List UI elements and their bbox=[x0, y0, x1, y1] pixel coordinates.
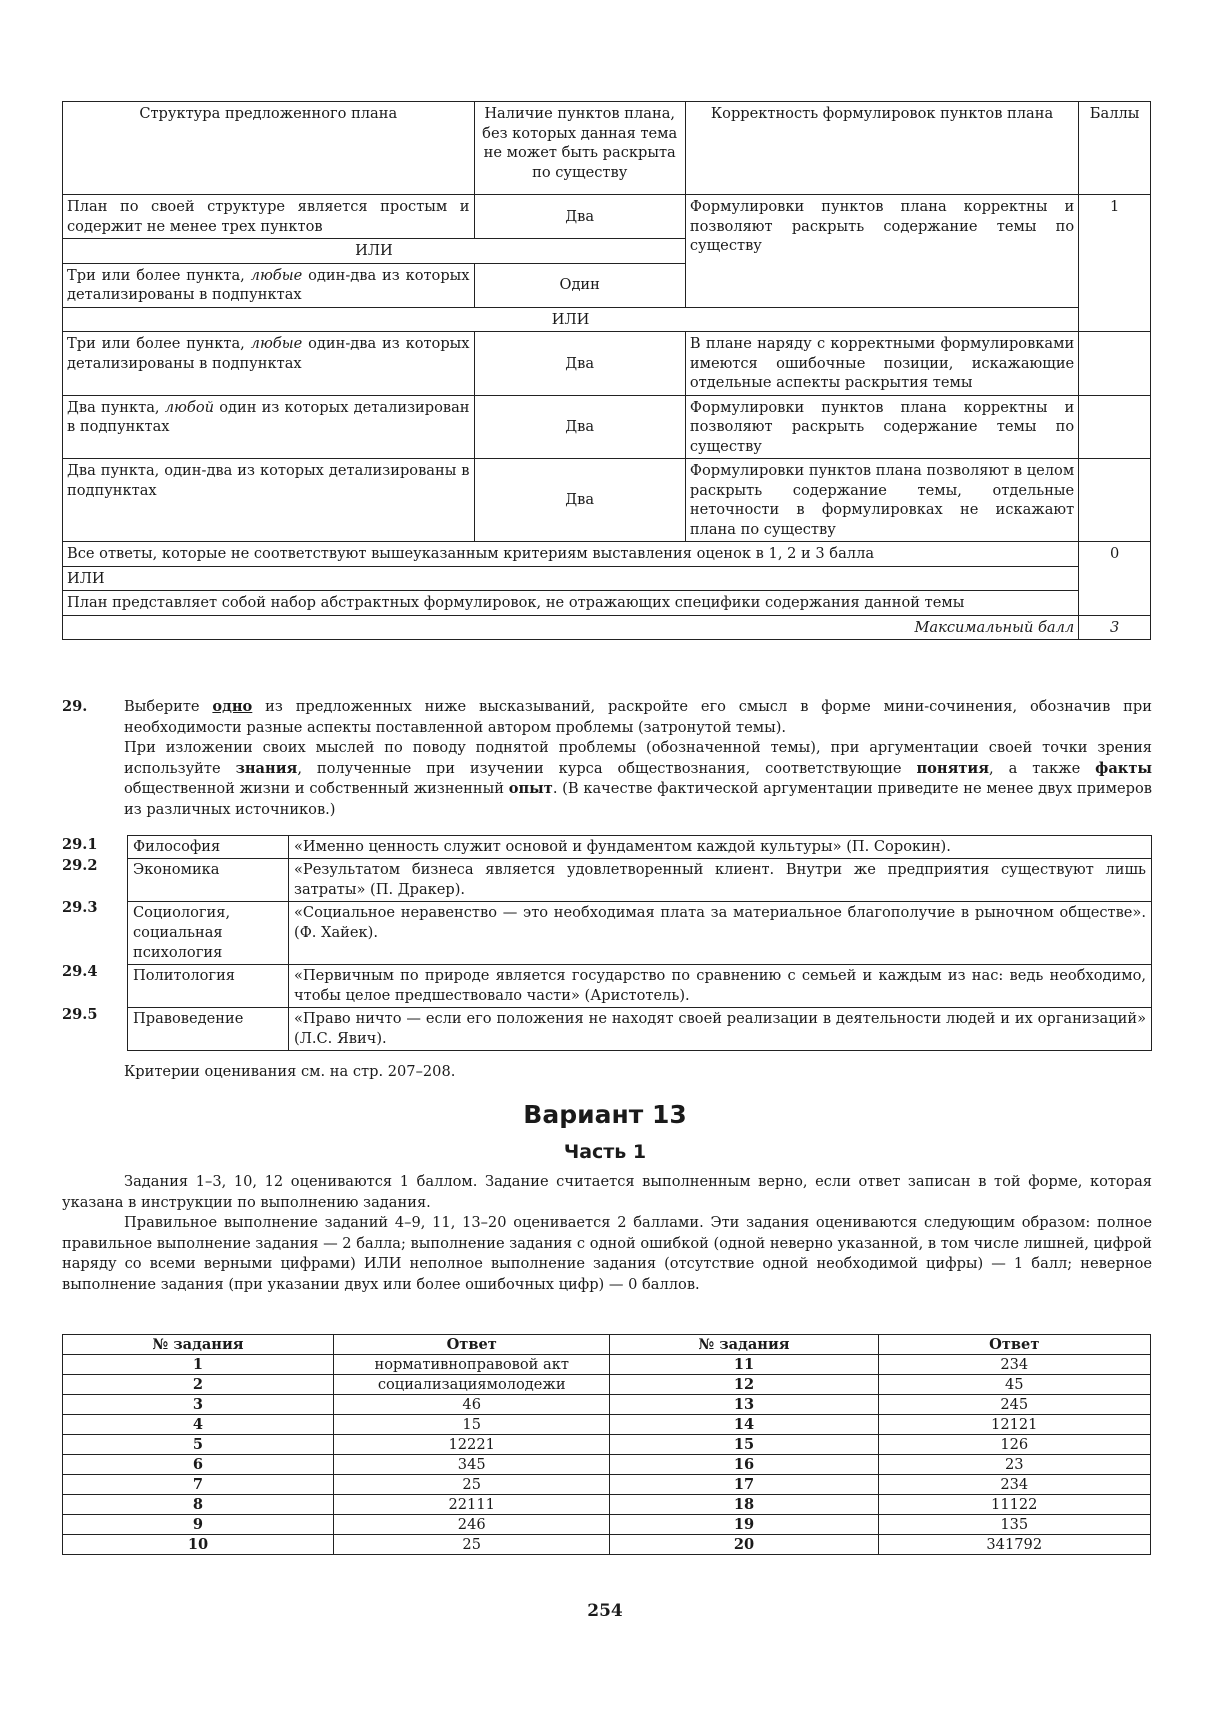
points-cell: 1 bbox=[1079, 195, 1151, 332]
points-cell-empty bbox=[1079, 459, 1151, 542]
answer-value: 15 bbox=[333, 1415, 609, 1435]
structure-cell bbox=[63, 332, 475, 396]
text: один-два из которых детализированы в подпунктах bbox=[67, 266, 470, 303]
answer-value: 135 bbox=[878, 1515, 1150, 1535]
quote-number: 29.4 bbox=[62, 963, 98, 980]
text-bold: факты bbox=[1095, 759, 1152, 777]
text: один-два из которых детализированы в подпунктах bbox=[67, 335, 470, 372]
plan-criteria-table bbox=[62, 101, 1151, 640]
text-bold: опыт bbox=[508, 780, 553, 797]
task-number: 3 bbox=[63, 1395, 334, 1415]
header-answer: Ответ bbox=[333, 1335, 609, 1355]
answer-value: 245 bbox=[878, 1395, 1150, 1415]
quote-subject: Экономика bbox=[128, 859, 289, 902]
header-task-number: № задания bbox=[63, 1335, 334, 1355]
header-answer: Ответ bbox=[878, 1335, 1150, 1355]
header-points: Баллы bbox=[1079, 102, 1151, 195]
text: , полученные при изучении курса обществознания, соответствующие bbox=[297, 759, 917, 777]
correctness-cell: В плане наряду с корректными формулировками имеются ошибочные позиции, искажающие отдельные аспекты раскрытия темы bbox=[685, 332, 1078, 396]
zero-criteria-text: План представляет собой набор абстрактных формулировок, не отражающих специфики содержания данной темы bbox=[63, 591, 1079, 616]
part-title: Часть 1 bbox=[563, 1141, 647, 1163]
answer-row bbox=[63, 1395, 1151, 1415]
quote-text: «Результатом бизнеса является удовлетворенный клиент. Внутри же предприятия существуют лишь затраты» (П. Дракер). bbox=[289, 859, 1152, 902]
task-number: 7 bbox=[63, 1475, 334, 1495]
text-italic: любые bbox=[250, 335, 303, 352]
task-number: 17 bbox=[610, 1475, 878, 1495]
criteria-row bbox=[63, 332, 1151, 396]
header-structure: Структура предложенного плана bbox=[63, 102, 475, 195]
quote-subject: Политология bbox=[128, 965, 289, 1008]
answer-value: 25 bbox=[333, 1475, 609, 1495]
answer-value: 11122 bbox=[878, 1495, 1150, 1515]
criteria-reference: Критерии оценивания см. на стр. 207–208. bbox=[124, 1063, 456, 1080]
header-required-items: Наличие пунктов плана, без которых данная тема не может быть раскрыта по существу bbox=[474, 102, 685, 195]
answer-row bbox=[63, 1515, 1151, 1535]
or-row bbox=[63, 307, 1151, 332]
structure-cell: План по своей структуре является простым и содержит не менее трех пунктов bbox=[63, 195, 475, 239]
required-cell: Два bbox=[474, 395, 685, 459]
points-cell-empty bbox=[1079, 332, 1151, 396]
task-number: 11 bbox=[610, 1355, 878, 1375]
criteria-row bbox=[63, 195, 1151, 239]
header-correctness: Корректность формулировок пунктов плана bbox=[685, 102, 1078, 195]
task-number: 15 bbox=[610, 1435, 878, 1455]
quote-row bbox=[128, 859, 1152, 902]
task-number: 29. bbox=[62, 698, 88, 715]
text-bold: понятия bbox=[916, 759, 990, 777]
zero-criteria-text: Все ответы, которые не соответствуют вышеуказанным критериям выставления оценок в 1, 2 и 3 балла bbox=[63, 542, 1079, 567]
task-number: 6 bbox=[63, 1455, 334, 1475]
required-cell: Один bbox=[474, 263, 685, 307]
task-number: 10 bbox=[63, 1535, 334, 1555]
answer-row bbox=[63, 1355, 1151, 1375]
text: из предложенных ниже высказываний, раскройте его смысл в форме мини-сочинения, обозначив при необходимости разные аспекты поставленной автором проблемы (затронутой темы). bbox=[124, 698, 1152, 736]
task-29 bbox=[62, 697, 1152, 820]
text-underlined: одно bbox=[212, 698, 253, 715]
answer-row bbox=[63, 1435, 1151, 1455]
structure-cell: Два пункта, один-два из которых детализированы в подпунктах bbox=[63, 459, 475, 542]
text: Три или более пункта, bbox=[67, 335, 251, 352]
text-italic: любые bbox=[250, 266, 303, 284]
task-number: 2 bbox=[63, 1375, 334, 1395]
max-score-value: 3 bbox=[1079, 615, 1151, 640]
task-29-instructions bbox=[124, 697, 1152, 820]
text: При изложении своих мыслей по поводу поднятой проблемы (обозначенной темы), при аргументации своей точки зрения используйте bbox=[124, 739, 1152, 777]
answer-value: 126 bbox=[878, 1435, 1150, 1455]
zero-row bbox=[63, 542, 1151, 567]
page-number: 254 bbox=[587, 1601, 623, 1621]
answer-value: социализациямолодежи bbox=[333, 1375, 609, 1395]
text: , а также bbox=[989, 759, 1096, 777]
text: Три или более пункта, bbox=[67, 266, 251, 284]
variant-title: Вариант 13 bbox=[523, 1100, 687, 1129]
zero-points-cell: 0 bbox=[1079, 542, 1151, 616]
text: один из которых детализирован в подпунктах bbox=[67, 398, 470, 435]
answer-value: 46 bbox=[333, 1395, 609, 1415]
quote-number: 29.3 bbox=[62, 899, 98, 916]
text-italic: любой bbox=[164, 398, 214, 416]
answer-value: 45 bbox=[878, 1375, 1150, 1395]
answer-value: 341792 bbox=[878, 1535, 1150, 1555]
quote-subject: Правоведение bbox=[128, 1008, 289, 1051]
text-bold: знания bbox=[235, 759, 298, 777]
task-number: 20 bbox=[610, 1535, 878, 1555]
answer-value: 234 bbox=[878, 1475, 1150, 1495]
required-cell: Два bbox=[474, 195, 685, 239]
instruction-paragraph bbox=[124, 738, 1152, 820]
scoring-intro bbox=[62, 1172, 1152, 1295]
task-number: 16 bbox=[610, 1455, 878, 1475]
quote-row bbox=[128, 836, 1152, 859]
text: общественной жизни и собственный жизненный bbox=[124, 780, 509, 797]
answer-row bbox=[63, 1475, 1151, 1495]
criteria-row bbox=[63, 459, 1151, 542]
task-number: 18 bbox=[610, 1495, 878, 1515]
answer-row bbox=[63, 1455, 1151, 1475]
answer-row bbox=[63, 1375, 1151, 1395]
answers-table bbox=[62, 1334, 1151, 1555]
answer-value: нормативноправовой акт bbox=[333, 1355, 609, 1375]
or-label: ИЛИ bbox=[63, 566, 1079, 591]
quote-text: «Именно ценность служит основой и фундаментом каждой культуры» (П. Сорокин). bbox=[289, 836, 1152, 859]
quote-subject: Социология, социальная психология bbox=[128, 902, 289, 965]
structure-cell bbox=[63, 263, 475, 307]
quote-number: 29.2 bbox=[62, 857, 98, 874]
or-label: ИЛИ bbox=[63, 307, 1079, 332]
quote-row bbox=[128, 1008, 1152, 1051]
task-number: 14 bbox=[610, 1415, 878, 1435]
quote-row bbox=[128, 902, 1152, 965]
required-cell: Два bbox=[474, 332, 685, 396]
answer-value: 22111 bbox=[333, 1495, 609, 1515]
answer-value: 23 bbox=[878, 1455, 1150, 1475]
answer-value: 246 bbox=[333, 1515, 609, 1535]
quote-text: «Социальное неравенство — это необходимая плата за материальное благополучие в рыночном обществе». (Ф. Хайек). bbox=[289, 902, 1152, 965]
answer-value: 12221 bbox=[333, 1435, 609, 1455]
correctness-cell: Формулировки пунктов плана корректны и позволяют раскрыть содержание темы по существу bbox=[685, 395, 1078, 459]
required-cell: Два bbox=[474, 459, 685, 542]
task-number: 8 bbox=[63, 1495, 334, 1515]
answer-row bbox=[63, 1415, 1151, 1435]
zero-row bbox=[63, 591, 1151, 616]
quote-row bbox=[128, 965, 1152, 1008]
task-number: 13 bbox=[610, 1395, 878, 1415]
task-number: 9 bbox=[63, 1515, 334, 1535]
max-score-row bbox=[63, 615, 1151, 640]
quote-text: «Право ничто — если его положения не находят своей реализации в деятельности людей и их организаций» (Л.С. Явич). bbox=[289, 1008, 1152, 1051]
task-number: 4 bbox=[63, 1415, 334, 1435]
or-row bbox=[63, 566, 1151, 591]
answer-value: 25 bbox=[333, 1535, 609, 1555]
text: Два пункта, bbox=[67, 398, 165, 416]
text: Выберите bbox=[124, 698, 213, 715]
correctness-cell: Формулировки пунктов плана корректны и позволяют раскрыть содержание темы по существу bbox=[685, 195, 1078, 308]
criteria-row bbox=[63, 395, 1151, 459]
instruction-paragraph bbox=[124, 697, 1152, 738]
quotes-table bbox=[127, 835, 1152, 1051]
intro-paragraph: Задания 1–3, 10, 12 оцениваются 1 баллом. Задание считается выполненным верно, если ответ записан в той форме, которая указана в инструкции по выполнению задания. bbox=[62, 1173, 1152, 1211]
or-label: ИЛИ bbox=[63, 239, 686, 264]
intro-paragraph: Правильное выполнение заданий 4–9, 11, 13–20 оценивается 2 баллами. Эти задания оцениваются следующим образом: полное правильное выполнение задания — 2 балла; выполнение задания с одной ошибкой (одной неверно указанной, в том числе лишней, цифрой наряду со всеми верными цифрами) ИЛИ неполное выполнение задания (отсутствие одной необходимой цифры) — 1 балл; неверное выполнение задания (при указании двух или более ошибочных цифр) — 0 баллов. bbox=[62, 1214, 1152, 1293]
correctness-cell: Формулировки пунктов плана позволяют в целом раскрыть содержание темы, отдельные неточности в формулировках не искажают плана по существу bbox=[685, 459, 1078, 542]
answer-row bbox=[63, 1535, 1151, 1555]
quote-number: 29.1 bbox=[62, 836, 98, 853]
header-task-number: № задания bbox=[610, 1335, 878, 1355]
answer-value: 12121 bbox=[878, 1415, 1150, 1435]
answer-row bbox=[63, 1495, 1151, 1515]
answer-value: 345 bbox=[333, 1455, 609, 1475]
structure-cell bbox=[63, 395, 475, 459]
task-number: 12 bbox=[610, 1375, 878, 1395]
quote-subject: Философия bbox=[128, 836, 289, 859]
quote-text: «Первичным по природе является государство по сравнению с семьей и каждым из нас: ведь необходимо, чтобы целое предшествовало части» (Аристотель). bbox=[289, 965, 1152, 1008]
text: . (В качестве фактической аргументации приведите не менее двух примеров из различных источников.) bbox=[124, 780, 1152, 818]
answer-value: 234 bbox=[878, 1355, 1150, 1375]
task-number: 1 bbox=[63, 1355, 334, 1375]
answers-header-row bbox=[63, 1335, 1151, 1355]
task-number: 5 bbox=[63, 1435, 334, 1455]
criteria-header-row bbox=[63, 102, 1151, 195]
task-number: 19 bbox=[610, 1515, 878, 1535]
points-cell-empty bbox=[1079, 395, 1151, 459]
max-score-label: Максимальный балл bbox=[63, 615, 1079, 640]
quote-number: 29.5 bbox=[62, 1006, 98, 1023]
